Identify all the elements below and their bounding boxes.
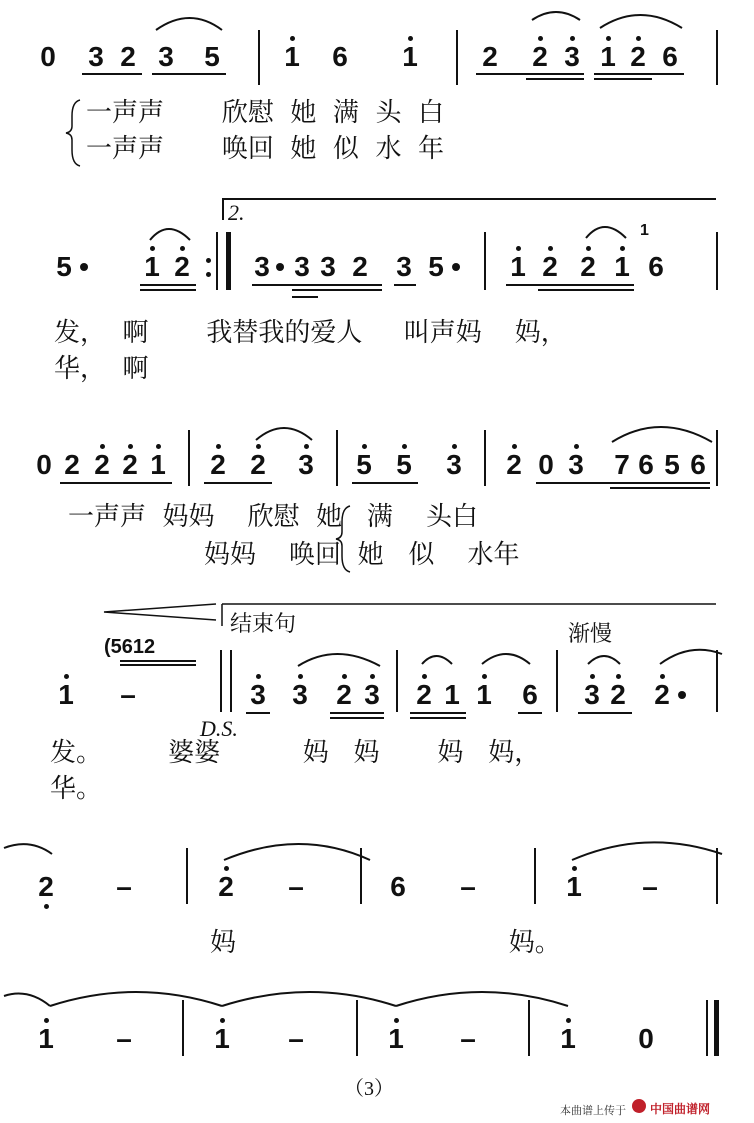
note: • [275,251,285,282]
note: 3 [320,251,336,282]
note: 6 [690,449,706,480]
note: 2 [336,679,352,710]
note: • [451,251,461,282]
note: 1 [510,251,526,282]
brace-icon [64,98,84,168]
slur-marks [0,834,754,874]
note: – [288,1023,304,1054]
note: 3 [568,449,584,480]
note: 6 [390,871,406,902]
lyric-line: 一声声 欣慰 她 满 头 白 [86,98,444,128]
page-number: （3） [344,1078,394,1100]
note: 3 [564,41,580,72]
note: – [116,871,132,902]
note: 2 [64,449,80,480]
lyric-line: 发。 婆婆 妈 妈 妈 妈， [50,738,541,768]
note: 3 [250,679,266,710]
note: • [677,679,687,710]
note: 5 [428,251,444,282]
note: 6 [522,679,538,710]
note: 3 [446,449,462,480]
note: 1 [476,679,492,710]
grace-group: (5612 [104,636,156,658]
note: 2 [542,251,558,282]
note: 2 [482,41,498,72]
note: 0 [638,1023,654,1054]
note: 1 [600,41,616,72]
note: 1 [566,871,582,902]
coda-label: 结束句 [230,612,297,637]
note: – [120,679,136,710]
note: 3 [292,679,308,710]
note: 3 [396,251,412,282]
note: 6 [332,41,348,72]
slur-marks [0,636,754,676]
lyric-line: 妈妈 唤回 她 似 水年 [204,540,520,570]
lyric-line: 发， 啊 我替我的爱人 叫声妈 妈， [54,318,567,348]
note: 2 [218,871,234,902]
note: 5 [396,449,412,480]
note: 6 [662,41,678,72]
note: 2 [352,251,368,282]
note: 2 [174,251,190,282]
note: – [116,1023,132,1054]
logo-icon [632,1099,646,1113]
note: 3 [88,41,104,72]
note: 6 [638,449,654,480]
ds-marking: D.S. [200,716,238,741]
note: 3 [294,251,310,282]
note: 0 [36,449,52,480]
slur-marks [0,0,754,40]
hairpin-icon [0,598,754,628]
note: 2 [120,41,136,72]
note: 3 [298,449,314,480]
note: – [460,871,476,902]
note: 3 [158,41,174,72]
note: 2 [416,679,432,710]
note: 2 [610,679,626,710]
note: 2 [506,449,522,480]
note: 6 [648,251,664,282]
note: 2 [210,449,226,480]
slur-marks [0,412,754,452]
tempo-marking: 渐慢 [568,622,613,647]
note: 5 [356,449,372,480]
note: 5 [204,41,220,72]
slur-marks [0,210,754,250]
volta-label: 2. [228,200,245,225]
note: 1 [444,679,460,710]
lyric-line: 一声声 唤回 她 似 水 年 [86,134,444,164]
note: 1 [144,251,160,282]
lyric-line: 妈 妈。 [210,928,561,958]
note: 2 [250,449,266,480]
note: 1 [402,41,418,72]
note: 5 [56,251,72,282]
note: 1 [214,1023,230,1054]
note: 2 [94,449,110,480]
note: 2 [122,449,138,480]
note: 3 [364,679,380,710]
lyric-line: 华。 [50,774,103,804]
note: 0 [40,41,56,72]
note: • [79,251,89,282]
note: 7 [614,449,630,480]
slur-marks [0,982,754,1022]
source-note: 本曲谱上传于 [560,1104,626,1117]
note: 2 [38,871,54,902]
note: 1 [150,449,166,480]
note: 2 [630,41,646,72]
note: – [288,871,304,902]
note: 1 [388,1023,404,1054]
note: 1 [38,1023,54,1054]
note: 3 [584,679,600,710]
note: 1 [560,1023,576,1054]
note: 2 [532,41,548,72]
note: 0 [538,449,554,480]
note: 1 [614,251,630,282]
note: 1 [284,41,300,72]
lyric-line: 一声声 妈妈 欣慰 她 满 头白 [68,502,478,532]
note: 2 [580,251,596,282]
site-logo: 中国曲谱网 [650,1102,711,1116]
lyric-line: 华， 啊 [54,354,149,384]
grace-note: 1 [640,222,649,239]
note: 1 [58,679,74,710]
note: 2 [654,679,670,710]
note: – [642,871,658,902]
note: 5 [664,449,680,480]
note: 3 [254,251,270,282]
note: – [460,1023,476,1054]
